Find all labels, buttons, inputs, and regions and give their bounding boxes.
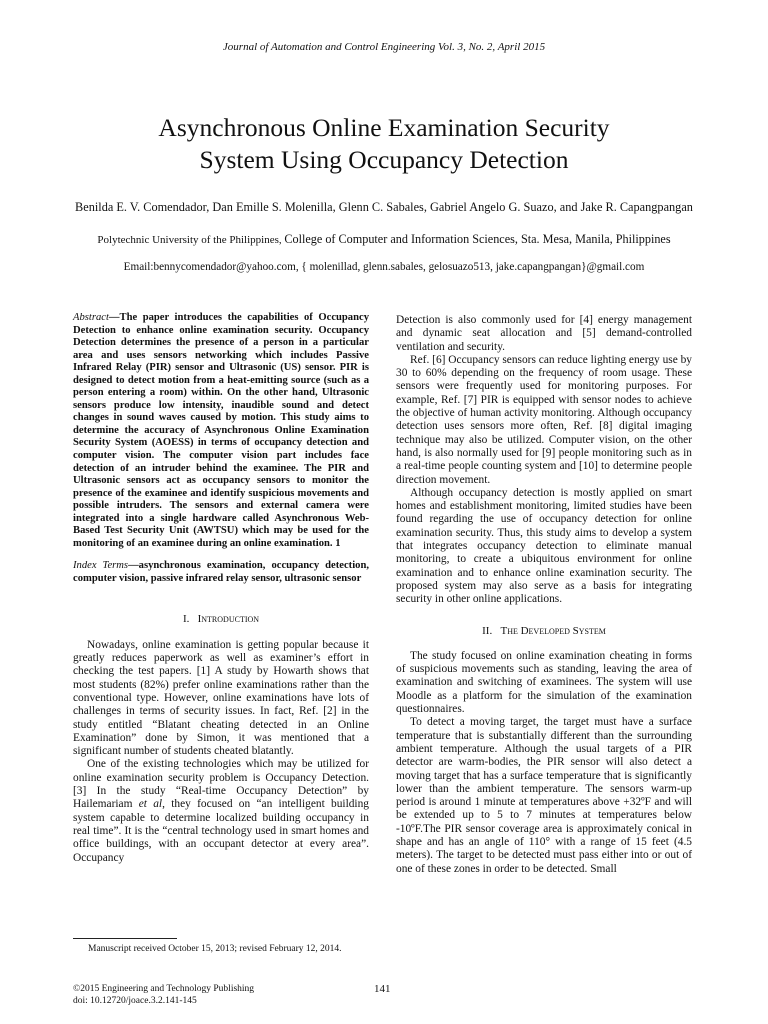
affiliation-college: College of Computer and Information Sciences, Sta. Mesa, Manila, Philippines	[284, 232, 671, 246]
right-column	[396, 314, 692, 876]
intro-p2-end: , they focused on “an intelligent building system capable to determine localized building occupancy in real time”. It is the “central technology used in smart homes and office buildings, with an occupant detector at every area”. Occupancy	[73, 798, 369, 864]
et-al: et al	[138, 798, 163, 811]
index-terms-label: Index Terms	[73, 560, 129, 572]
right-paragraph-3: Although occupancy detection is mostly applied on smart homes and establishment monitoring, limited studies have been found regarding the use of occupancy detection for online examination security. Thus, this study aims to develop a system that integrates occupancy detection to eliminate manual monitoring, to create a ubiquitous environment for online examination and to enhance online examination security. The proposed system may also serve as a basis for integrating security in other online applications.	[396, 486, 692, 606]
abstract-text: —The paper introduces the capabilities of Occupancy Detection to enhance online examination security. Occupancy Detection determines the presence of a person in a particular area and uses sensors networking which includes Passive Infrared Relay (PIR) sensor and Ultrasonic (US) sensor. PIR is designed to detect motion from a heat-emitting source (such as a person entering a room) within. On the other hand, Ultrasonic sensors produce low intensity, inaudible sound and detect changes in sound waves caused by motion. This study aims to determine the accuracy of Asynchronous Online Examination Security System (AOESS) in terms of occupancy detection and computer vision. The computer vision part includes face detection of an intruder behind the examinee. The PIR and Ultrasonic sensors act as occupancy sensors to monitor the presence of the examinee and identify suspicious movements and possible intruders. The sensors and external camera were integrated into a single hardware called Asynchronous Web-Based Test Security Unit (AWTSU) which may be used for the monitoring of an examinee during an online examination. 1	[73, 312, 369, 549]
author-list: Benilda E. V. Comendador, Dan Emille S. Molenilla, Glenn C. Sabales, Gabriel Angelo G. Suazo, and Jake R. Capangpangan	[75, 200, 693, 214]
journal-header: Journal of Automation and Control Engineering Vol. 3, No. 2, April 2015	[222, 41, 546, 53]
doi: doi: 10.12720/joace.3.2.141-145	[73, 996, 197, 1006]
copyright-notice: ©2015 Engineering and Technology Publishing	[73, 984, 255, 994]
title-line-2: System Using Occupancy Detection	[199, 145, 569, 174]
page-number: 141	[374, 983, 391, 995]
section-title: Introduction	[197, 613, 260, 626]
section-number: II.	[482, 624, 493, 637]
intro-p2-start: One of the existing technologies which may be utilized for online examination security problem is Occupancy Detection. [3] In the study “Real-time Occupancy Detection” by Hailemariam	[73, 758, 369, 811]
section-heading-introduction	[73, 613, 369, 626]
title-line-1: Asynchronous Online Examination Security	[158, 113, 610, 142]
right-paragraph-1: Detection is also commonly used for [4] energy management and dynamic seat allocation and [5] demand-controlled ventilation and security.	[396, 314, 692, 353]
index-terms-text: —asynchronous examination, occupancy detection, computer vision, passive infrared relay sensor, ultrasonic sensor	[73, 560, 369, 584]
index-terms	[73, 560, 369, 585]
section-heading-developed-system	[396, 625, 692, 638]
footnote: Manuscript received October 15, 2013; revised February 12, 2014.	[88, 944, 342, 954]
affiliation	[70, 232, 698, 248]
abstract-label: Abstract	[73, 312, 109, 323]
section-number: I.	[182, 613, 190, 626]
system-paragraph-1: The study focused on online examination cheating in forms of suspicious movements such as standing, leaving the area of examination and switching of examinees. The system will use Moodle as a platform for the simulation of the examination questionnaires.	[396, 649, 692, 716]
author-emails: Email:bennycomendador@yahoo.com, { molenillad, glenn.sabales, gelosuazo513, jake.capangpangan}@gmail.com	[123, 261, 645, 273]
intro-paragraph-1: Nowadays, online examination is getting popular because it greatly reduces paperwork as well as examiner’s effort in checking the test papers. [1] A study by Howarth shows that most students (82%) prefer online examinations rather than the conventional type. However, online examinations have lots of challenges in terms of security issues. In fact, Ref. [2] in the study entitled “Blatant cheating detected in an Online Examination” done by Simon, it was mentioned that a significant number of students cheated blatantly.	[73, 638, 369, 758]
paper-title	[60, 112, 708, 176]
system-paragraph-2: To detect a moving target, the target must have a surface temperature that is substantially different than the surrounding ambient temperature. Although the usual targets of a PIR detector are warm-bodies, the PIR sensor will also detect a moving target that has a surface temperature that is significantly lower than the ambient temperature. The sensors warm-up period is around 1 minute at temperatures above +32ºF and will be extended up to 5 to 7 minutes at temperatures below -10ºF.The PIR sensor coverage area is approximately conical in shape and has an angle of 110° with a range of 15 feet (4.5 meters). The target to be detected must pass either into or out of one of these zones in order to be detected. Small	[396, 716, 692, 875]
intro-paragraph-2	[73, 758, 369, 864]
footnote-divider	[73, 938, 177, 939]
footer-info	[73, 983, 254, 1007]
affiliation-university: Polytechnic University of the Philippines,	[97, 234, 285, 246]
section-title: The Developed System	[500, 624, 606, 637]
abstract	[73, 312, 369, 550]
left-column	[73, 312, 369, 865]
right-paragraph-2: Ref. [6] Occupancy sensors can reduce lighting energy use by 30 to 60% depending on the frequency of room usage. These sensors were frequently used for monitoring purposes. For example, Ref. [7] PIR is equipped with sensor nodes to achieve the objective of human activity monitoring. Although occupancy detection uses sensors more often, Ref. [8] digital imaging technique may also be utilized. Computer vision, on the other hand, is also normally used for [9] people monitoring such as in a real-time people counting system and [10] to determine people direction movement.	[396, 353, 692, 486]
